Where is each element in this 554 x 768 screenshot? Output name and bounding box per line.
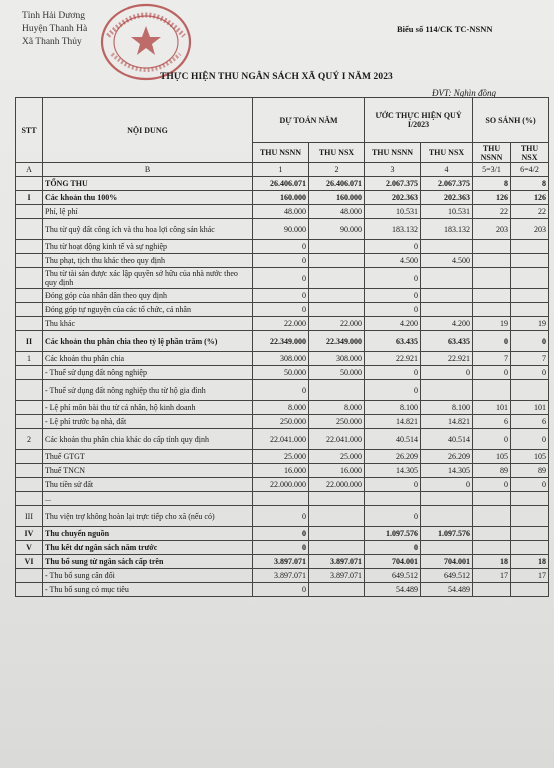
compare-nsnn: 105: [473, 450, 511, 464]
compare-nsx: 8: [511, 177, 549, 191]
estimate-nsnn: 1.097.576: [365, 527, 421, 541]
row-content: - Thuế sử dụng đất nông nghiệp thu từ hộ gia đình: [43, 380, 253, 401]
commune-name: Xã Thanh Thủy: [22, 37, 82, 47]
compare-nsx: 17: [511, 569, 549, 583]
estimate-nsx: 4.500: [421, 254, 473, 268]
budget-nsnn: 22.000: [253, 317, 309, 331]
budget-nsnn: 50.000: [253, 366, 309, 380]
row-stt: [16, 464, 43, 478]
subheader-cell: THU NSNN: [253, 143, 309, 163]
budget-nsnn: 0: [253, 527, 309, 541]
estimate-nsnn: 0: [365, 240, 421, 254]
unit-label: ĐVT: Nghìn đồng: [432, 88, 497, 98]
budget-nsnn: 0: [253, 541, 309, 555]
budget-nsx: 308.000: [309, 352, 365, 366]
compare-nsx: [511, 289, 549, 303]
row-stt: [16, 492, 43, 506]
subheader-cell: THU NSX: [511, 143, 549, 163]
table-row: [16, 289, 549, 303]
budget-nsx: [309, 254, 365, 268]
compare-nsx: 19: [511, 317, 549, 331]
header-compare: SO SÁNH (%): [473, 98, 549, 143]
row-content: - Thu bổ sung có mục tiêu: [43, 583, 253, 597]
estimate-nsx: [421, 506, 473, 527]
row-stt: [16, 219, 43, 240]
table-row: [16, 366, 549, 380]
compare-nsx: 7: [511, 352, 549, 366]
estimate-nsx: 2.067.375: [421, 177, 473, 191]
budget-nsnn: 22.349.000: [253, 331, 309, 352]
compare-nsnn: [473, 303, 511, 317]
compare-nsnn: [473, 541, 511, 555]
header-budget: DỰ TOÁN NĂM: [253, 98, 365, 143]
district-name: Huyện Thanh Hà: [22, 24, 88, 34]
compare-nsx: 0: [511, 478, 549, 492]
estimate-nsnn: 4.200: [365, 317, 421, 331]
compare-nsnn: [473, 268, 511, 289]
index-row: [16, 163, 549, 177]
estimate-nsnn: 183.132: [365, 219, 421, 240]
row-content: - Thuế sử dụng đất nông nghiệp: [43, 366, 253, 380]
row-content: Thuế TNCN: [43, 464, 253, 478]
compare-nsnn: 126: [473, 191, 511, 205]
compare-nsnn: [473, 240, 511, 254]
table-row: [16, 219, 549, 240]
budget-nsx: [309, 527, 365, 541]
budget-nsx: 16.000: [309, 464, 365, 478]
estimate-nsx: 649.512: [421, 569, 473, 583]
subheader-cell: THU NSNN: [473, 143, 511, 163]
row-stt: [16, 415, 43, 429]
estimate-nsnn: 0: [365, 541, 421, 555]
compare-nsx: [511, 541, 549, 555]
row-stt: III: [16, 506, 43, 527]
estimate-nsnn: 0: [365, 478, 421, 492]
province-name: Tỉnh Hải Dương: [22, 11, 85, 21]
table-row: [16, 240, 549, 254]
index-cell: 2: [309, 163, 365, 177]
official-seal-stamp: [98, 2, 194, 82]
budget-nsnn: 0: [253, 303, 309, 317]
row-content: Các khoản thu 100%: [43, 191, 253, 205]
budget-nsx: [309, 492, 365, 506]
table-row: [16, 177, 549, 191]
table-row: [16, 254, 549, 268]
budget-nsnn: 22.000.000: [253, 478, 309, 492]
budget-nsnn: 0: [253, 254, 309, 268]
estimate-nsx: 14.305: [421, 464, 473, 478]
estimate-nsnn: 63.435: [365, 331, 421, 352]
row-content: Đóng góp tự nguyện của các tổ chức, cá nhân: [43, 303, 253, 317]
estimate-nsnn: 202.363: [365, 191, 421, 205]
table-row: [16, 415, 549, 429]
budget-nsnn: 8.000: [253, 401, 309, 415]
estimate-nsnn: 10.531: [365, 205, 421, 219]
budget-nsx: 48.000: [309, 205, 365, 219]
row-content: Thu khác: [43, 317, 253, 331]
table-row: [16, 380, 549, 401]
estimate-nsx: 63.435: [421, 331, 473, 352]
report-title: THỰC HIỆN THU NGÂN SÁCH XÃ QUÝ I NĂM 2023: [160, 72, 393, 82]
row-stt: [16, 401, 43, 415]
estimate-nsnn: 2.067.375: [365, 177, 421, 191]
estimate-nsx: 26.209: [421, 450, 473, 464]
header-content: NỘI DUNG: [43, 98, 253, 163]
estimate-nsx: 10.531: [421, 205, 473, 219]
budget-nsnn: 3.897.071: [253, 555, 309, 569]
estimate-nsnn: 4.500: [365, 254, 421, 268]
estimate-nsx: 0: [421, 478, 473, 492]
estimate-nsx: [421, 303, 473, 317]
row-content: Phí, lệ phí: [43, 205, 253, 219]
index-cell: A: [16, 163, 43, 177]
budget-nsx: 250.000: [309, 415, 365, 429]
compare-nsx: [511, 492, 549, 506]
budget-nsnn: 308.000: [253, 352, 309, 366]
table-row: [16, 450, 549, 464]
row-content: Thu kết dư ngân sách năm trước: [43, 541, 253, 555]
estimate-nsnn: 0: [365, 506, 421, 527]
header-estimate: ƯỚC THỰC HIỆN QUÝ I/2023: [365, 98, 473, 143]
compare-nsx: [511, 583, 549, 597]
row-content: - Lệ phí trước bạ nhà, đất: [43, 415, 253, 429]
compare-nsnn: [473, 380, 511, 401]
table-row: [16, 492, 549, 506]
budget-nsnn: 0: [253, 583, 309, 597]
estimate-nsx: [421, 380, 473, 401]
budget-nsnn: 250.000: [253, 415, 309, 429]
budget-nsx: [309, 583, 365, 597]
index-cell: 5=3/1: [473, 163, 511, 177]
budget-nsnn: 0: [253, 380, 309, 401]
table-row: [16, 331, 549, 352]
table-row: [16, 464, 549, 478]
budget-nsnn: 22.041.000: [253, 429, 309, 450]
table-row: [16, 268, 549, 289]
budget-nsnn: 0: [253, 240, 309, 254]
row-stt: [16, 303, 43, 317]
estimate-nsx: [421, 240, 473, 254]
row-content: Thu viện trợ không hoàn lại trực tiếp cho xã (nếu có): [43, 506, 253, 527]
budget-nsnn: [253, 492, 309, 506]
budget-nsnn: 16.000: [253, 464, 309, 478]
estimate-nsnn: 22.921: [365, 352, 421, 366]
compare-nsnn: 89: [473, 464, 511, 478]
budget-nsx: 22.349.000: [309, 331, 365, 352]
compare-nsnn: 203: [473, 219, 511, 240]
compare-nsnn: 8: [473, 177, 511, 191]
budget-nsx: 22.000: [309, 317, 365, 331]
row-stt: [16, 583, 43, 597]
budget-nsnn: 0: [253, 289, 309, 303]
budget-nsnn: 160.000: [253, 191, 309, 205]
compare-nsnn: [473, 527, 511, 541]
table-row: [16, 429, 549, 450]
table-row: [16, 527, 549, 541]
compare-nsx: [511, 506, 549, 527]
index-cell: 3: [365, 163, 421, 177]
row-stt: [16, 478, 43, 492]
budget-nsnn: 0: [253, 506, 309, 527]
table-row: [16, 478, 549, 492]
compare-nsx: 0: [511, 366, 549, 380]
budget-nsx: 3.897.071: [309, 555, 365, 569]
budget-nsx: 22.041.000: [309, 429, 365, 450]
estimate-nsx: 0: [421, 366, 473, 380]
row-stt: [16, 254, 43, 268]
estimate-nsx: 22.921: [421, 352, 473, 366]
compare-nsx: [511, 254, 549, 268]
estimate-nsx: [421, 541, 473, 555]
compare-nsnn: 6: [473, 415, 511, 429]
estimate-nsnn: 14.821: [365, 415, 421, 429]
budget-nsx: [309, 303, 365, 317]
compare-nsx: 126: [511, 191, 549, 205]
revenue-table: [15, 97, 549, 597]
estimate-nsx: [421, 289, 473, 303]
table-row: [16, 205, 549, 219]
row-content: Thu phạt, tịch thu khác theo quy định: [43, 254, 253, 268]
estimate-nsx: 202.363: [421, 191, 473, 205]
budget-nsx: [309, 380, 365, 401]
compare-nsx: [511, 303, 549, 317]
compare-nsx: 0: [511, 429, 549, 450]
estimate-nsx: 1.097.576: [421, 527, 473, 541]
estimate-nsx: [421, 268, 473, 289]
estimate-nsx: [421, 492, 473, 506]
estimate-nsnn: 14.305: [365, 464, 421, 478]
estimate-nsnn: 54.489: [365, 583, 421, 597]
compare-nsnn: [473, 289, 511, 303]
budget-nsx: [309, 506, 365, 527]
compare-nsx: 101: [511, 401, 549, 415]
budget-nsx: 50.000: [309, 366, 365, 380]
budget-nsx: 25.000: [309, 450, 365, 464]
row-content: Các khoản thu phân chia khác do cấp tỉnh quy định: [43, 429, 253, 450]
row-stt: [16, 317, 43, 331]
compare-nsx: 22: [511, 205, 549, 219]
table-row: [16, 569, 549, 583]
row-stt: [16, 366, 43, 380]
table-row: [16, 401, 549, 415]
estimate-nsx: 704.001: [421, 555, 473, 569]
budget-nsx: 160.000: [309, 191, 365, 205]
row-stt: II: [16, 331, 43, 352]
row-stt: V: [16, 541, 43, 555]
estimate-nsx: 14.821: [421, 415, 473, 429]
index-cell: 6=4/2: [511, 163, 549, 177]
subheader-cell: THU NSX: [309, 143, 365, 163]
budget-nsx: [309, 240, 365, 254]
estimate-nsx: 8.100: [421, 401, 473, 415]
compare-nsnn: [473, 492, 511, 506]
estimate-nsnn: 0: [365, 289, 421, 303]
compare-nsx: 6: [511, 415, 549, 429]
compare-nsnn: 0: [473, 366, 511, 380]
row-content: - Lệ phí môn bài thu từ cá nhân, hộ kinh doanh: [43, 401, 253, 415]
estimate-nsnn: 0: [365, 268, 421, 289]
compare-nsnn: 19: [473, 317, 511, 331]
table-row: [16, 352, 549, 366]
estimate-nsnn: 40.514: [365, 429, 421, 450]
table-row: [16, 555, 549, 569]
compare-nsx: [511, 380, 549, 401]
row-stt: [16, 380, 43, 401]
estimate-nsx: 4.200: [421, 317, 473, 331]
estimate-nsnn: 0: [365, 380, 421, 401]
estimate-nsnn: [365, 492, 421, 506]
budget-nsx: 8.000: [309, 401, 365, 415]
compare-nsnn: 101: [473, 401, 511, 415]
compare-nsx: 89: [511, 464, 549, 478]
index-cell: 1: [253, 163, 309, 177]
budget-nsnn: 25.000: [253, 450, 309, 464]
estimate-nsnn: 26.209: [365, 450, 421, 464]
header-stt: STT: [16, 98, 43, 163]
estimate-nsnn: 0: [365, 303, 421, 317]
estimate-nsx: 183.132: [421, 219, 473, 240]
budget-nsnn: 3.897.071: [253, 569, 309, 583]
estimate-nsnn: 8.100: [365, 401, 421, 415]
row-content: Đóng góp của nhân dân theo quy định: [43, 289, 253, 303]
budget-nsx: 26.406.071: [309, 177, 365, 191]
budget-nsx: 3.897.071: [309, 569, 365, 583]
table-row: [16, 506, 549, 527]
row-content: Thu bổ sung từ ngân sách cấp trên: [43, 555, 253, 569]
row-stt: [16, 450, 43, 464]
budget-nsnn: 26.406.071: [253, 177, 309, 191]
estimate-nsnn: 704.001: [365, 555, 421, 569]
row-stt: 1: [16, 352, 43, 366]
row-stt: [16, 205, 43, 219]
budget-nsnn: 48.000: [253, 205, 309, 219]
budget-nsx: 90.000: [309, 219, 365, 240]
budget-nsx: 22.000.000: [309, 478, 365, 492]
compare-nsnn: [473, 583, 511, 597]
row-stt: VI: [16, 555, 43, 569]
row-content: Các khoản thu phân chia theo tỷ lệ phần trăm (%): [43, 331, 253, 352]
budget-nsnn: 90.000: [253, 219, 309, 240]
index-cell: 4: [421, 163, 473, 177]
table-row: [16, 303, 549, 317]
table-row: [16, 541, 549, 555]
table-row: [16, 191, 549, 205]
index-cell: B: [43, 163, 253, 177]
row-stt: [16, 240, 43, 254]
compare-nsx: 0: [511, 331, 549, 352]
row-content: TỔNG THU: [43, 177, 253, 191]
row-stt: IV: [16, 527, 43, 541]
row-stt: I: [16, 191, 43, 205]
row-content: Thu tiền sử đất: [43, 478, 253, 492]
row-stt: [16, 289, 43, 303]
compare-nsx: [511, 240, 549, 254]
row-content: Thu từ quỹ đất công ích và thu hoa lợi công sản khác: [43, 219, 253, 240]
estimate-nsnn: 0: [365, 366, 421, 380]
form-number: Biểu số 114/CK TC-NSNN: [397, 24, 493, 34]
row-stt: [16, 268, 43, 289]
row-content: Thu từ tài sản được xác lập quyền sở hữu của nhà nước theo quy định: [43, 268, 253, 289]
compare-nsx: 203: [511, 219, 549, 240]
compare-nsnn: [473, 254, 511, 268]
row-stt: [16, 569, 43, 583]
compare-nsx: 105: [511, 450, 549, 464]
budget-nsx: [309, 268, 365, 289]
compare-nsnn: 22: [473, 205, 511, 219]
budget-nsx: [309, 289, 365, 303]
subheader-cell: THU NSX: [421, 143, 473, 163]
compare-nsnn: 7: [473, 352, 511, 366]
budget-nsx: [309, 541, 365, 555]
row-content: Các khoản thu phân chia: [43, 352, 253, 366]
compare-nsnn: 0: [473, 478, 511, 492]
issuer-block: [22, 10, 87, 49]
compare-nsnn: 17: [473, 569, 511, 583]
compare-nsnn: 0: [473, 429, 511, 450]
row-content: - Thu bổ sung cân đối: [43, 569, 253, 583]
compare-nsx: [511, 527, 549, 541]
table-row: [16, 317, 549, 331]
estimate-nsnn: 649.512: [365, 569, 421, 583]
row-content: Thuế GTGT: [43, 450, 253, 464]
table-row: [16, 583, 549, 597]
estimate-nsx: 40.514: [421, 429, 473, 450]
row-stt: [16, 177, 43, 191]
subheader-cell: THU NSNN: [365, 143, 421, 163]
row-stt: 2: [16, 429, 43, 450]
row-content: ...: [43, 492, 253, 506]
estimate-nsx: 54.489: [421, 583, 473, 597]
compare-nsx: [511, 268, 549, 289]
compare-nsnn: 0: [473, 331, 511, 352]
row-content: Thu chuyển nguồn: [43, 527, 253, 541]
budget-nsnn: 0: [253, 268, 309, 289]
compare-nsx: 18: [511, 555, 549, 569]
row-content: Thu từ hoạt động kinh tế và sự nghiệp: [43, 240, 253, 254]
compare-nsnn: 18: [473, 555, 511, 569]
compare-nsnn: [473, 506, 511, 527]
